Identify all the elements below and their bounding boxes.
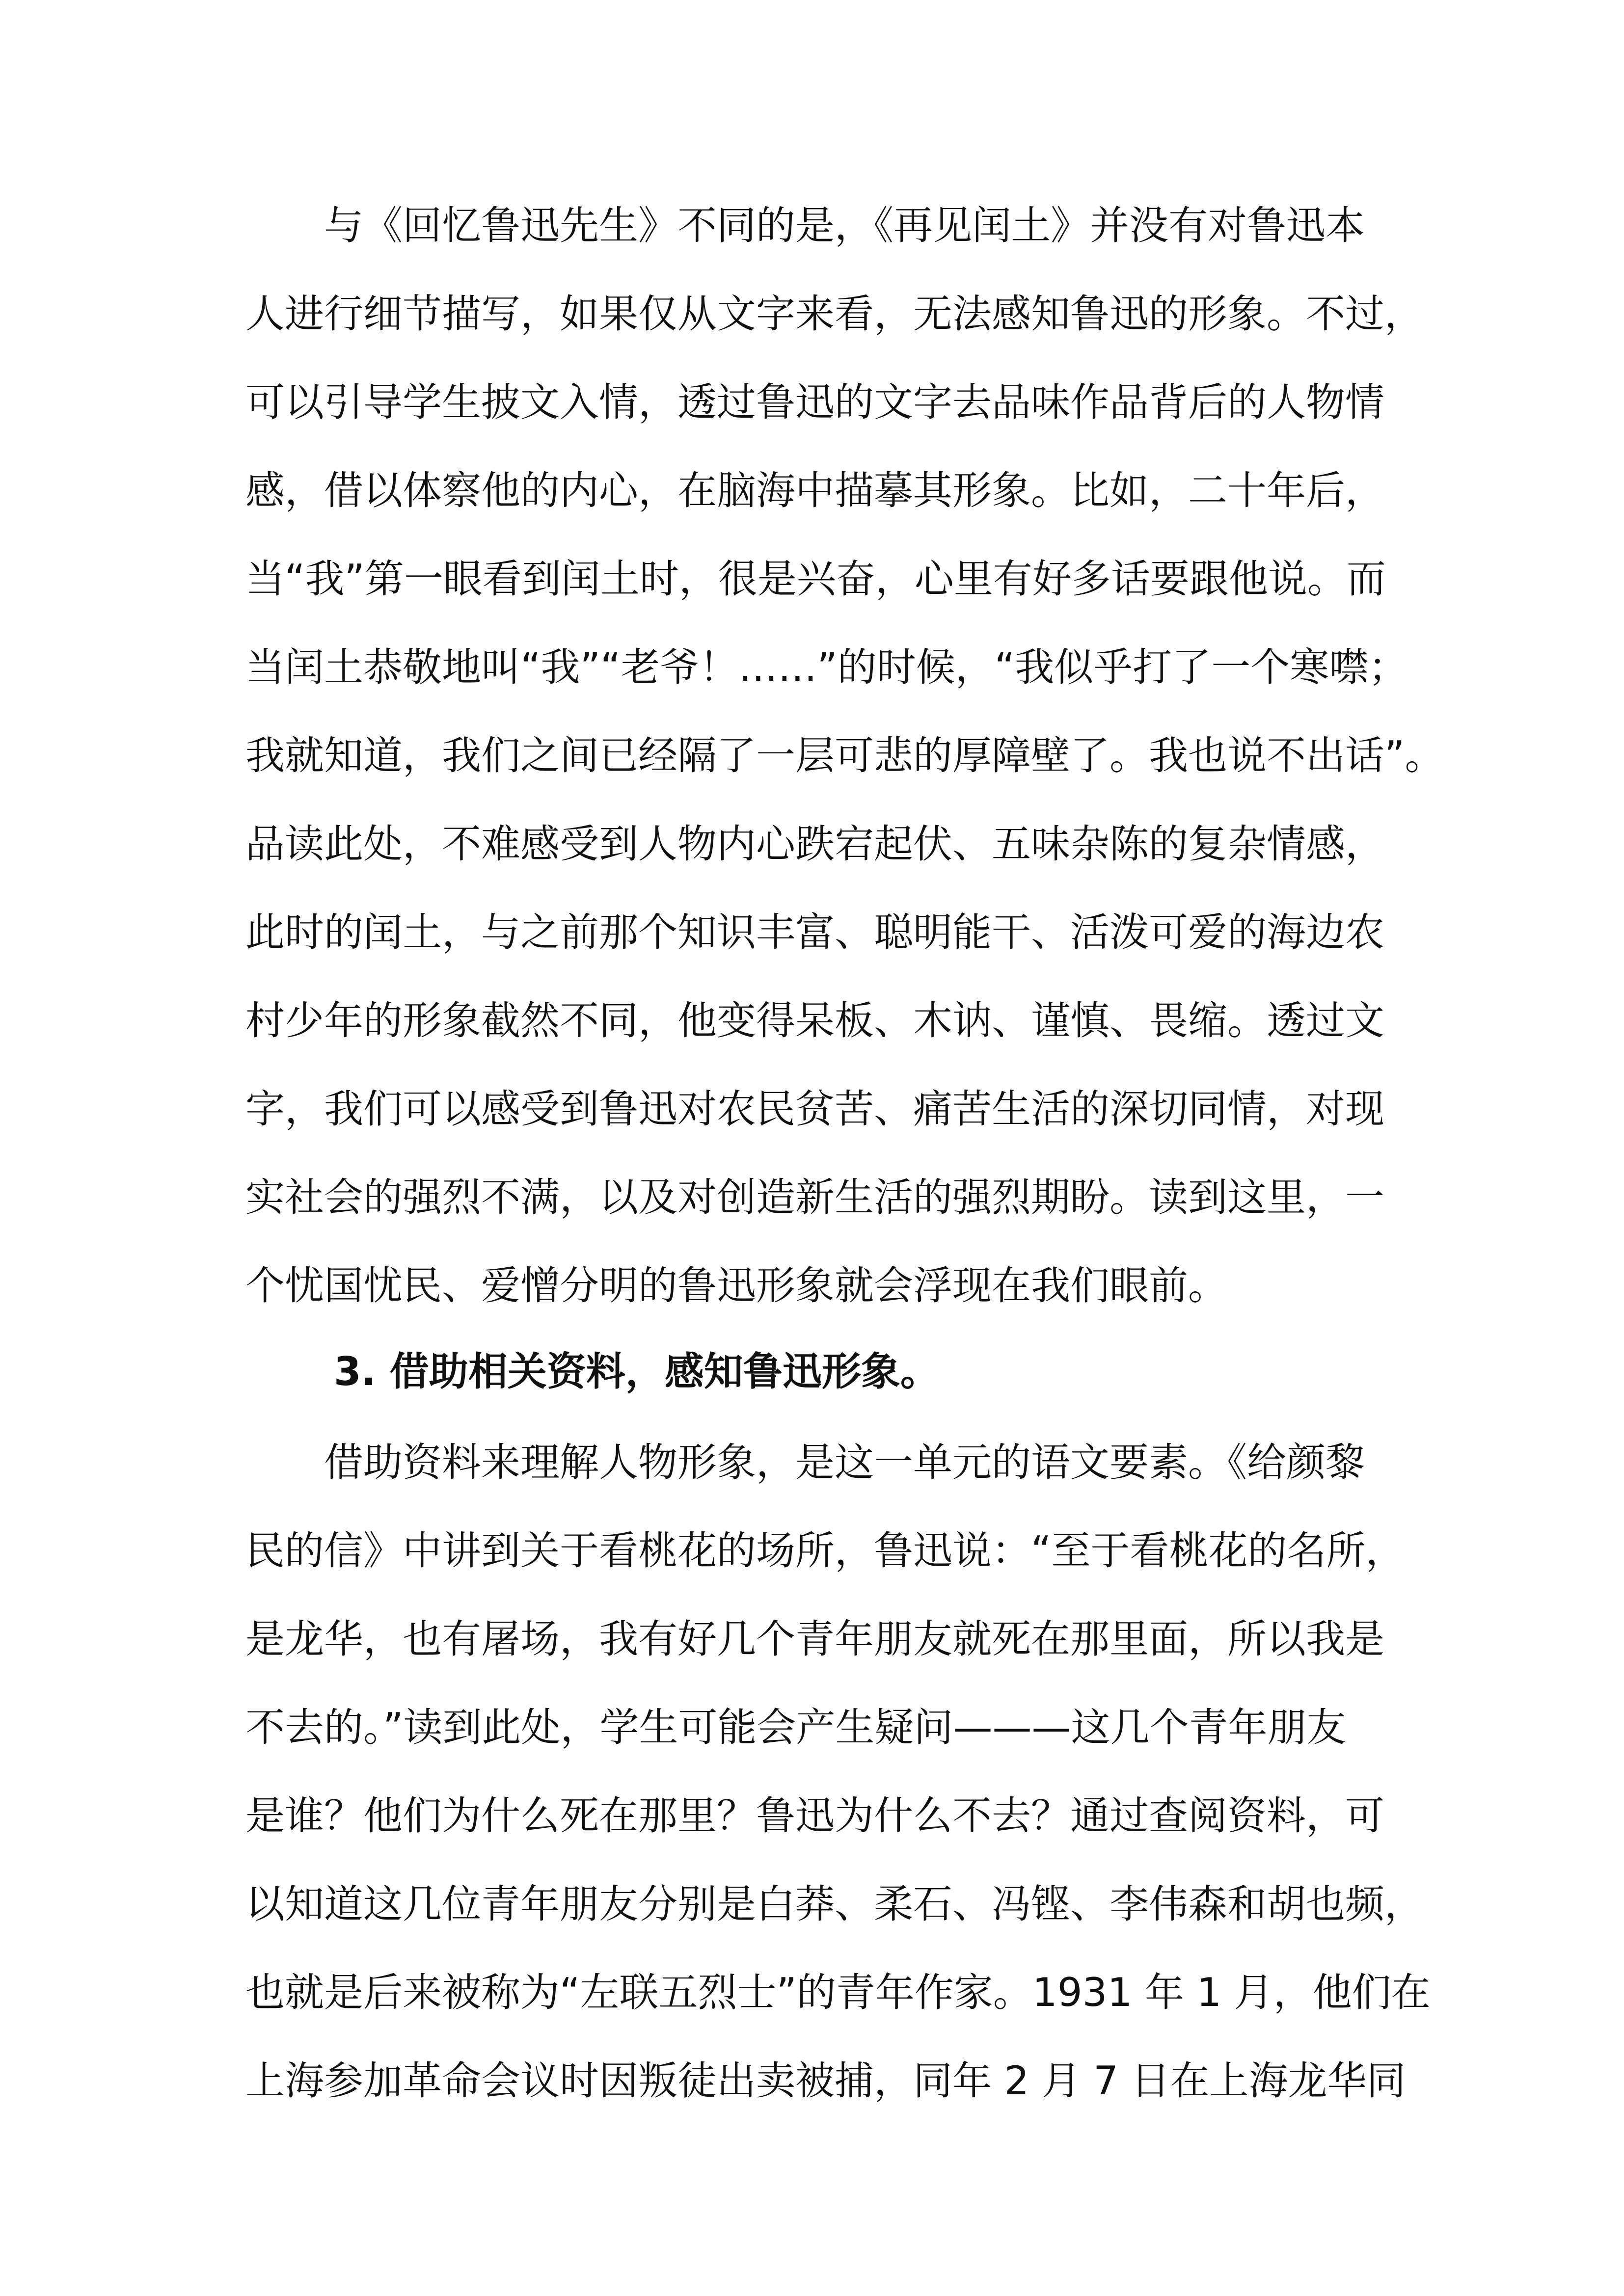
paragraph-1-line-7: 我就知道，我们之间已经隔了一层可悲的厚障壁了。我也说不出话”。 bbox=[245, 733, 1444, 778]
paragraph-1-line-5: 当“我”第一眼看到闰土时，很是兴奋，心里有好多话要跟他说。而 bbox=[245, 556, 1386, 602]
paragraph-2-line-2: 民的信》中讲到关于看桃花的场所，鲁迅说：“至于看桃花的名所， bbox=[245, 1528, 1405, 1574]
paragraph-1-line-2: 人进行细节描写，如果仅从文字来看，无法感知鲁迅的形象。不过， bbox=[245, 291, 1424, 337]
paragraph-1-line-4: 感，借以体察他的内心，在脑海中描摹其形象。比如，二十年后， bbox=[245, 468, 1384, 513]
section-heading: 3. 借助相关资料，感知鲁迅形象。 bbox=[334, 1349, 940, 1394]
paragraph-2-line-5: 是谁？他们为什么死在那里？鲁迅为什么不去？通过查阅资料，可 bbox=[245, 1793, 1384, 1839]
paragraph-2-line-6: 以知道这几位青年朋友分别是白莽、柔石、冯铿、李伟森和胡也频， bbox=[245, 1881, 1424, 1927]
paragraph-1-line-9: 此时的闰土，与之前那个知识丰富、聪明能干、活泼可爱的海边农 bbox=[245, 909, 1384, 955]
paragraph-1-line-8: 品读此处，不难感受到人物内心跌宕起伏、五味杂陈的复杂情感， bbox=[245, 821, 1384, 867]
paragraph-2-line-8: 上海参加革命会议时因叛徒出卖被捕，同年 2 月 7 日在上海龙华同 bbox=[245, 2058, 1406, 2104]
paragraph-1-line-11: 字，我们可以感受到鲁迅对农民贫苦、痛苦生活的深切同情，对现 bbox=[245, 1086, 1384, 1132]
paragraph-2-line-7: 也就是后来被称为“左联五烈士”的青年作家。1931 年 1 月，他们在 bbox=[245, 1970, 1431, 2015]
paragraph-1-line-3: 可以引导学生披文入情，透过鲁迅的文字去品味作品背后的人物情 bbox=[245, 379, 1384, 425]
paragraph-2-line-3: 是龙华，也有屠场，我有好几个青年朋友就死在那里面，所以我是 bbox=[245, 1616, 1384, 1662]
paragraph-1-line-1: 与《回忆鲁迅先生》不同的是，《再见闰土》并没有对鲁迅本 bbox=[324, 203, 1365, 248]
paragraph-1-line-10: 村少年的形象截然不同，他变得呆板、木讷、谨慎、畏缩。透过文 bbox=[245, 998, 1384, 1043]
paragraph-1-line-6: 当闰土恭敬地叫“我”“老爷！……”的时候，“我似乎打了一个寒噤； bbox=[245, 644, 1408, 690]
paragraph-2-line-1: 借助资料来理解人物形象，是这一单元的语文要素。《给颜黎 bbox=[324, 1440, 1365, 1485]
paragraph-2-line-4: 不去的。”读到此处，学生可能会产生疑问———这几个青年朋友 bbox=[245, 1705, 1346, 1750]
paragraph-1-line-13: 个忧国忧民、爱憎分明的鲁迅形象就会浮现在我们眼前。 bbox=[245, 1263, 1227, 1308]
paragraph-1-line-12: 实社会的强烈不满，以及对创造新生活的强烈期盼。读到这里，一 bbox=[245, 1175, 1384, 1220]
